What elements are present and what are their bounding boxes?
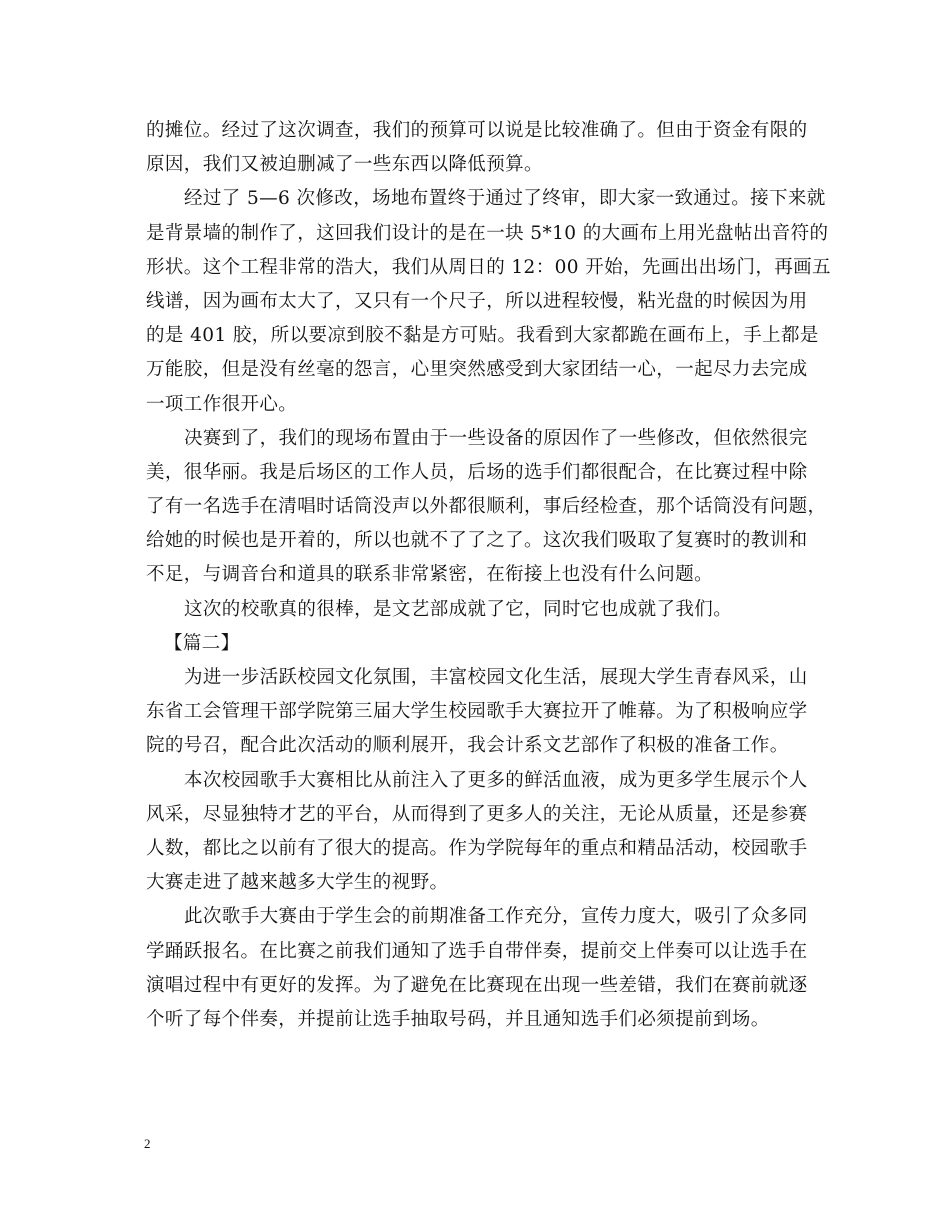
text-line: 学踊跃报名。在比赛之前我们通知了选手自带伴奏，提前交上伴奏可以让选手在 [146,940,808,962]
page-number: 2 [144,1136,151,1151]
section-heading: 【篇二】 [164,632,240,654]
text-line: 为进一步活跃校园文化氛围，丰富校园文化生活，展现大学生青春风采，山 [184,667,808,688]
text-line: 本次校园歌手大赛相比从前注入了更多的鲜活血液，成为更多学生展示个人 [184,769,808,791]
text-line: 的摊位。经过了这次调查，我们的预算可以说是比较准确了。但由于资金有限的 [146,120,808,141]
text-line: 东省工会管理干部学院第三届大学生校园歌手大赛拉开了帷幕。为了积极响应学 [146,701,808,723]
text-line: 大赛走进了越来越多大学生的视野。 [146,872,449,894]
text-line: 决赛到了，我们的现场布置由于一些设备的原因作了一些修改，但依然很完 [184,427,808,449]
text-line: 个听了每个伴奏，并提前让选手抽取号码，并且通知选手们必须提前到场。 [146,1008,770,1030]
text-line: 形状。这个工程非常的浩大，我们从周日的 12：00 开始，先画出出场门，再画五 [146,256,831,278]
text-line: 一项工作很开心。 [146,393,298,415]
text-line: 给她的时候也是开着的，所以也就不了了之了。这次我们吸取了复赛时的教训和 [146,530,808,552]
text-line: 的是 401 胶，所以要凉到胶不黏是方可贴。我看到大家都跪在画布上，手上都是 [146,325,819,347]
text-line: 是背景墙的制作了，这回我们设计的是在一块 5*10 的大画布上用光盘帖出音符的 [146,222,829,244]
text-line: 院的号召，配合此次活动的顺利展开，我会计系文艺部作了积极的准备工作。 [146,735,789,757]
text-line: 了有一名选手在清唱时话筒没声以外都很顺利，事后经检查，那个话筒没有问题， [146,496,827,518]
text-line: 这次的校歌真的很棒，是文艺部成就了它，同时它也成就了我们。 [184,598,733,620]
text-line: 此次歌手大赛由于学生会的前期准备工作充分，宣传力度大，吸引了众多同 [184,906,808,928]
text-line: 原因，我们又被迫删减了一些东西以降低预算。 [146,154,543,176]
text-line: 经过了 5—6 次修改，场地布置终于通过了终审，即大家一致通过。接下来就 [184,188,826,210]
text-line: 万能胶，但是没有丝毫的怨言，心里突然感受到大家团结一心，一起尽力去完成 [146,359,808,381]
text-line: 风采，尽显独特才艺的平台，从而得到了更多人的关注，无论从质量，还是参赛 [146,803,808,825]
text-line: 美，很华丽。我是后场区的工作人员，后场的选手们都很配合，在比赛过程中除 [146,461,808,483]
text-line: 演唱过程中有更好的发挥。为了避免在比赛现在出现一些差错，我们在赛前就逐 [146,974,808,996]
body-text [146,114,831,1037]
text-line: 人数，都比之以前有了很大的提高。作为学院每年的重点和精品活动，校园歌手 [146,837,808,859]
text-line: 线谱，因为画布太大了，又只有一个尺子，所以进程较慢，粘光盘的时候因为用 [146,290,808,312]
text-line: 不足，与调音台和道具的联系非常紧密，在衔接上也没有什么问题。 [146,564,714,586]
